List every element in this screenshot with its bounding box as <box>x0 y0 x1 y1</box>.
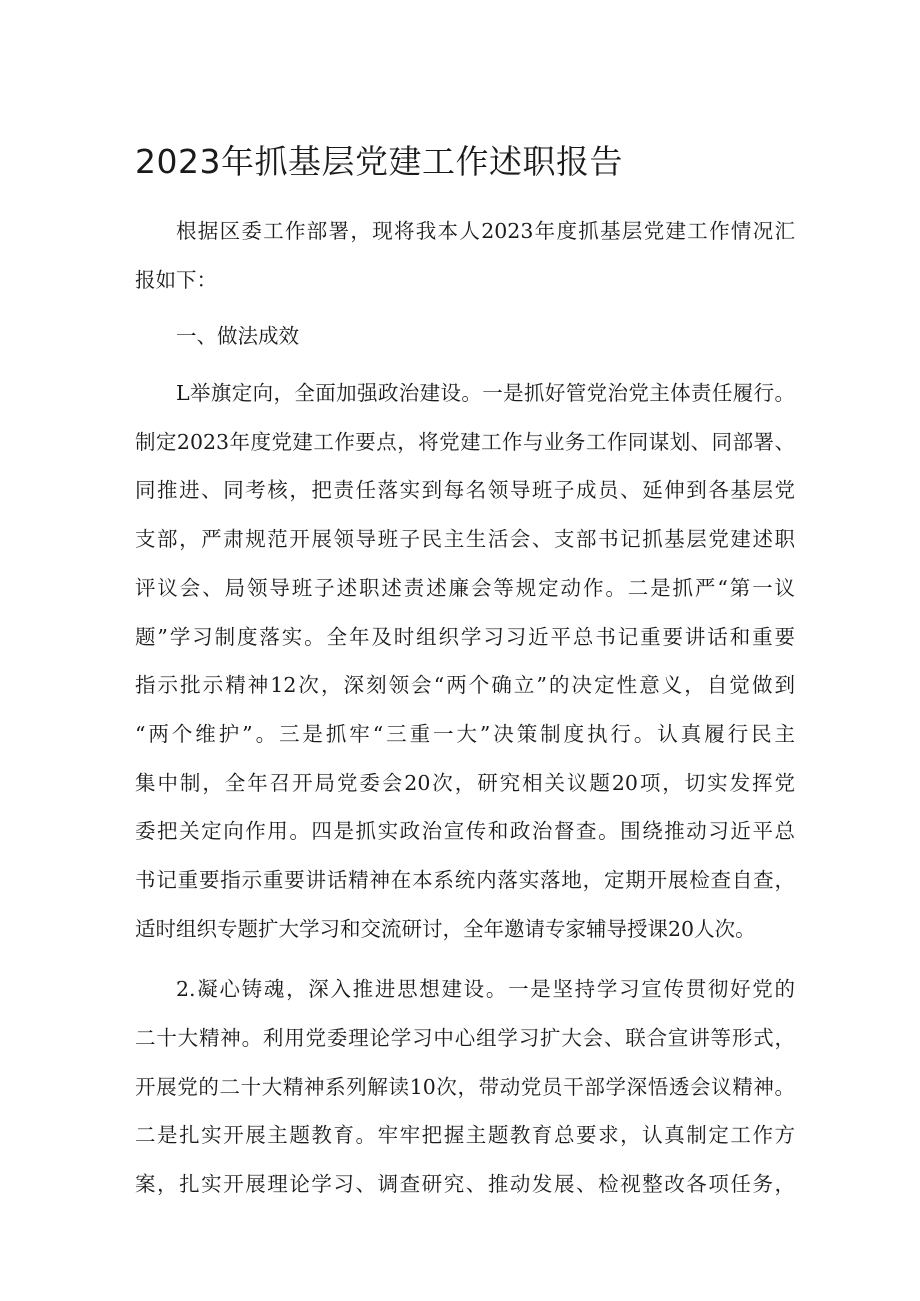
paragraph-1-line-10: 委把关定向作用。四是抓实政治宣传和政治督查。围绕推动习近平总 <box>135 819 795 844</box>
paragraph-1-line-11: 书记重要指示重要讲话精神在本系统内落实落地，定期开展检查自查， <box>135 867 795 892</box>
paragraph-1-line-5: 评议会、局领导班子述职述责述廉会等规定动作。二是抓严“第一议 <box>135 575 795 600</box>
paragraph-1-line-6: 题”学习制度落实。全年及时组织学习习近平总书记重要讲话和重要 <box>135 624 795 649</box>
paragraph-1-line-8: “两个维护”。三是抓牢“三重一大”决策制度执行。认真履行民主 <box>135 721 795 746</box>
paragraph-2-line-1: 2.凝心铸魂，深入推进思想建设。一是坚持学习宣传贯彻好党的 <box>176 977 795 1002</box>
paragraph-2-line-2: 二十大精神。利用党委理论学习中心组学习扩大会、联合宣讲等形式， <box>135 1026 795 1050</box>
intro-line-2: 报如下： <box>135 267 217 292</box>
paragraph-1-line-2: 制定2023年度党建工作要点，将党建工作与业务工作同谋划、同部署、 <box>135 429 795 454</box>
paragraph-1-line-12: 适时组织专题扩大学习和交流研讨，全年邀请专家辅导授课20人次。 <box>135 916 756 941</box>
paragraph-2-line-4: 二是扎实开展主题教育。牢牢把握主题教育总要求，认真制定工作方 <box>135 1123 795 1148</box>
document-title: 2023年抓基层党建工作述职报告 <box>135 142 623 181</box>
paragraph-1-line-4: 支部，严肃规范开展领导班子民主生活会、支部书记抓基层党建述职 <box>135 527 795 552</box>
paragraph-1-line-1: L举旗定向，全面加强政治建设。一是抓好管党治党主体责任履行。 <box>176 381 795 406</box>
paragraph-2-line-3: 开展党的二十大精神系列解读10次，带动党员干部学深悟透会议精神。 <box>135 1074 795 1099</box>
paragraph-1-line-7: 指示批示精神12次，深刻领会“两个确立”的决定性意义，自觉做到 <box>135 673 795 698</box>
document-body <box>135 207 795 1209</box>
intro-line-1: 根据区委工作部署，现将我本人2023年度抓基层党建工作情况汇 <box>176 219 795 243</box>
paragraph-2-line-5: 案，扎实开展理论学习、调查研究、推动发展、检视整改各项任务， <box>135 1172 795 1197</box>
paragraph-1-line-3: 同推进、同考核，把责任落实到每名领导班子成员、延伸到各基层党 <box>135 478 795 503</box>
section-heading: 一、做法成效 <box>176 324 299 349</box>
paragraph-1-line-9: 集中制，全年召开局党委会20次，研究相关议题20项，切实发挥党 <box>135 770 795 795</box>
